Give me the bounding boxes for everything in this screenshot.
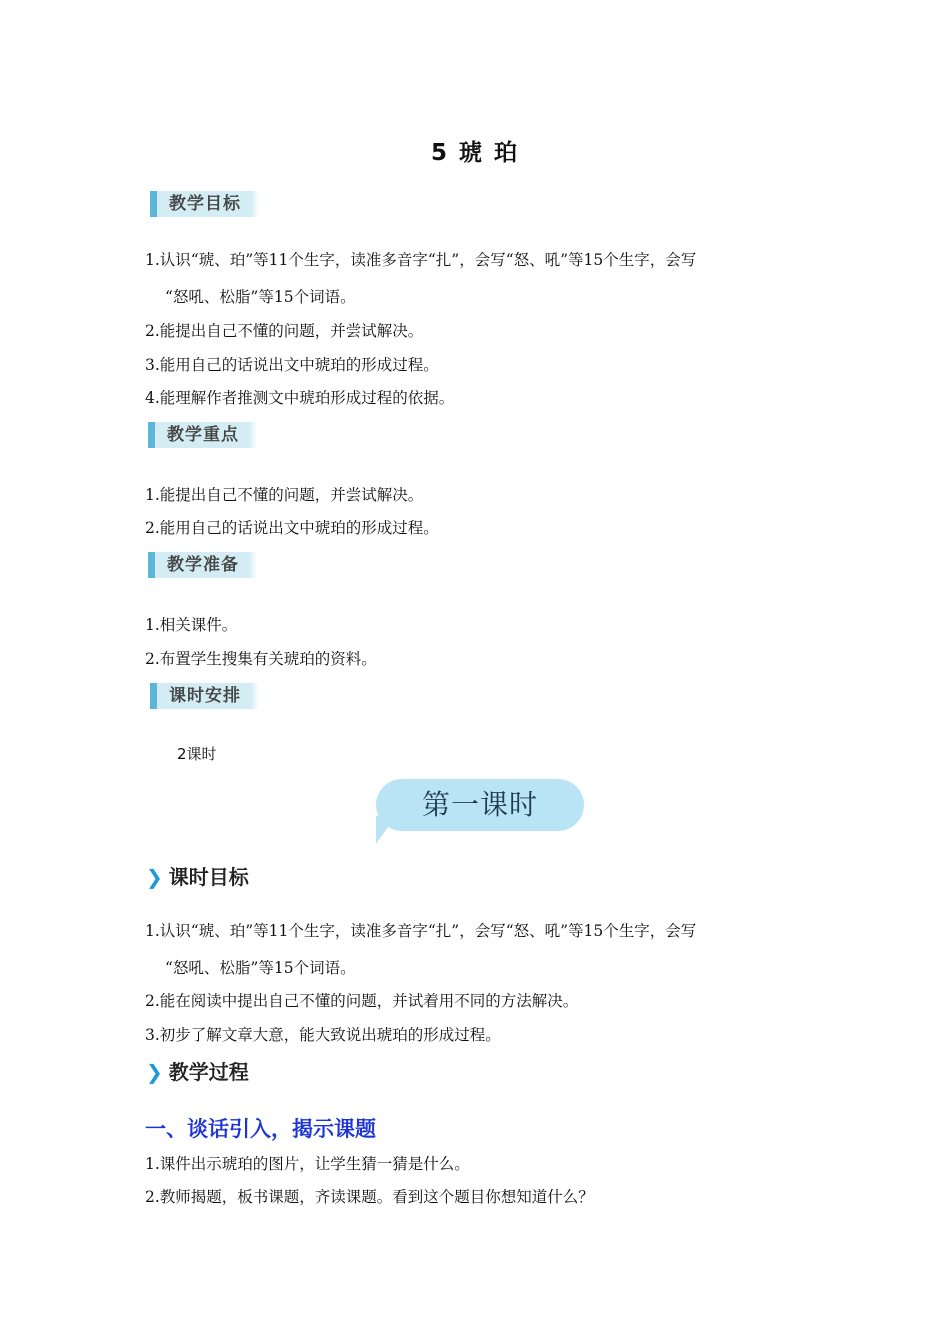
- process-heading-label: 教学过程: [168, 1060, 249, 1084]
- section-tag-key-points: 教学重点: [148, 422, 249, 448]
- section-tag-schedule: 课时安排: [150, 683, 251, 709]
- section-tag-goals: 教学目标: [150, 191, 251, 217]
- lesson-goals-heading-label: 课时目标: [168, 865, 249, 889]
- schedule-value: 2课时: [177, 745, 217, 763]
- prep-item-1: 1.相关课件。: [145, 616, 238, 634]
- part1-item-1: 1.课件出示琥珀的图片，让学生猜一猜是什么。: [145, 1155, 470, 1173]
- lesson-goal-2: 2.能在阅读中提出自己不懂的问题，并试着用不同的方法解决。: [145, 992, 579, 1010]
- goal-line-1: 1.认识“琥、珀”等11个生字，读准多音字“扎”，会写“怒、吼”等15个生字，会写: [145, 251, 697, 269]
- prep-item-2: 2.布置学生搜集有关琥珀的资料。: [145, 650, 377, 668]
- page-title: 5 琥 珀: [430, 140, 520, 166]
- lesson-banner: 第一课时: [376, 779, 584, 831]
- goal-line-2: 2.能提出自己不懂的问题，并尝试解决。: [145, 322, 424, 340]
- process-heading: [146, 1056, 249, 1085]
- goal-line-1-cont: “怒吼、松脂”等15个词语。: [165, 288, 356, 306]
- section-tag-preparation: 教学准备: [148, 552, 249, 578]
- lesson-goal-3: 3.初步了解文章大意，能大致说出琥珀的形成过程。: [145, 1026, 501, 1044]
- lesson-goal-1-cont: “怒吼、松脂”等15个词语。: [165, 959, 356, 977]
- chevron-right-icon: ❯: [146, 865, 163, 889]
- lesson-goal-1: 1.认识“琥、珀”等11个生字，读准多音字“扎”，会写“怒、吼”等15个生字，会写: [145, 922, 697, 940]
- goal-line-4: 4.能理解作者推测文中琥珀形成过程的依据。: [145, 389, 455, 407]
- key-point-1: 1.能提出自己不懂的问题，并尝试解决。: [145, 486, 424, 504]
- key-point-2: 2.能用自己的话说出文中琥珀的形成过程。: [145, 519, 439, 537]
- goal-line-3: 3.能用自己的话说出文中琥珀的形成过程。: [145, 356, 439, 374]
- chevron-right-icon: ❯: [146, 1060, 163, 1084]
- part1-item-2: 2.教师揭题，板书课题，齐读课题。看到这个题目你想知道什么？: [145, 1188, 594, 1206]
- lesson-goals-heading: [146, 861, 249, 890]
- part1-heading: 一、谈话引入，揭示课题: [145, 1117, 376, 1141]
